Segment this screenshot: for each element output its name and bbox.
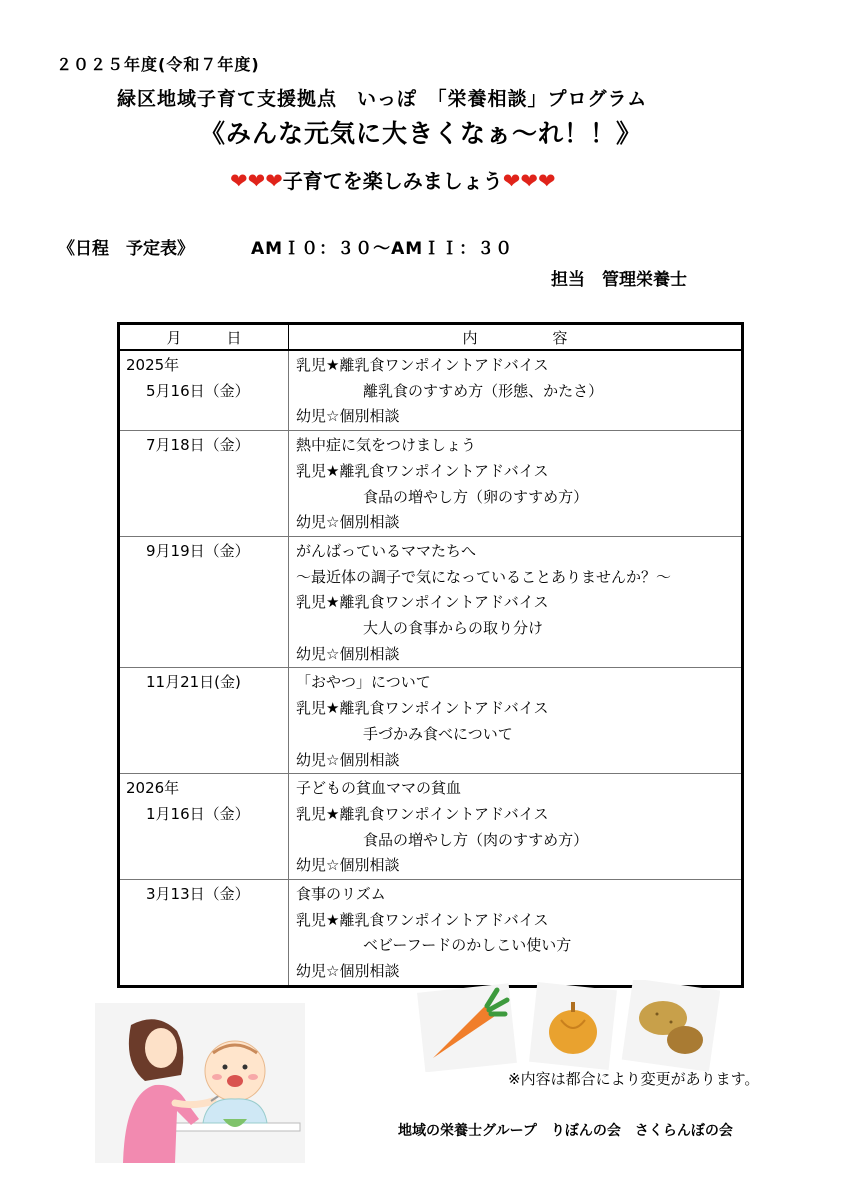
row-date: 3月13日（金） xyxy=(146,885,250,904)
content-line: 乳児★離乳食ワンポイントアドバイス xyxy=(296,699,549,718)
date-cell xyxy=(119,880,289,987)
table-row xyxy=(119,431,743,537)
carrot-icon xyxy=(417,983,517,1072)
row-date: 11月21日(金) xyxy=(146,673,241,692)
date-cell xyxy=(119,350,289,431)
content-line: 乳児★離乳食ワンポイントアドバイス xyxy=(296,593,549,612)
row-date: 1月16日（金） xyxy=(146,804,250,823)
program-title: 緑区地域子育て支援拠点 いっぽ 「栄養相談」プログラム xyxy=(117,88,648,110)
table-row xyxy=(119,774,743,880)
content-line: 大人の食事からの取り分け xyxy=(363,619,544,638)
row-year: 2026年 xyxy=(126,779,180,798)
content-line: 幼児☆個別相談 xyxy=(296,962,400,981)
schedule-time: AMＩ０：３０～AMＩＩ：３０ xyxy=(251,239,514,259)
row-date: 7月18日（金） xyxy=(146,436,250,455)
table-row xyxy=(119,880,743,987)
content-line: 離乳食のすすめ方（形態、かたさ） xyxy=(363,381,604,400)
footer-organizers: 地域の栄養士グループ りぼんの会 さくらんぼの会 xyxy=(398,1123,733,1139)
row-year: 2025年 xyxy=(126,356,180,374)
content-cell xyxy=(289,774,743,880)
content-line: 乳児★離乳食ワンポイントアドバイス xyxy=(296,804,549,823)
content-line: 「おやつ」について xyxy=(296,673,431,692)
content-cell xyxy=(289,536,743,668)
content-cell xyxy=(289,668,743,774)
catchphrase: 《みんな元気に大きくなぁ～れ！！》 xyxy=(200,119,643,148)
content-line: 乳児★離乳食ワンポイントアドバイス xyxy=(296,356,549,374)
enjoy-line xyxy=(230,165,556,194)
table-row xyxy=(119,536,743,668)
content-cell xyxy=(289,350,743,431)
content-line: 幼児☆個別相談 xyxy=(296,407,400,426)
potato-icon xyxy=(622,980,720,1072)
row-date: 5月16日（金） xyxy=(146,381,250,400)
date-cell xyxy=(119,431,289,537)
content-cell xyxy=(289,431,743,537)
content-line: 乳児★離乳食ワンポイントアドバイス xyxy=(296,461,549,480)
onion-icon xyxy=(529,982,617,1070)
content-line: 熱中症に気をつけましょう xyxy=(296,436,477,455)
hearts-left-icon: ❤❤❤ xyxy=(230,169,283,193)
content-line: 幼児☆個別相談 xyxy=(296,513,400,532)
hearts-right-icon: ❤❤❤ xyxy=(502,169,556,193)
content-line: 乳児★離乳食ワンポイントアドバイス xyxy=(296,910,549,929)
table-row xyxy=(119,350,743,431)
header-date: 月 日 xyxy=(119,324,289,351)
content-cell xyxy=(289,880,743,987)
content-line: 幼児☆個別相談 xyxy=(296,856,400,875)
content-line: ～最近体の調子で気になっていることありませんか？～ xyxy=(296,567,672,586)
fiscal-year: ２０２５年度(令和７年度) xyxy=(56,55,260,74)
schedule-table xyxy=(117,322,744,988)
content-line: ベビーフードのかしこい使い方 xyxy=(363,936,572,955)
content-line: 子どもの貧血ママの貧血 xyxy=(296,779,462,798)
date-cell xyxy=(119,668,289,774)
schedule-label: 《日程 予定表》 xyxy=(58,239,194,259)
table-header-row xyxy=(119,324,743,351)
table-row xyxy=(119,668,743,774)
content-line: がんばっているママたちへ xyxy=(296,541,477,560)
header-content: 内 容 xyxy=(289,324,743,351)
date-cell xyxy=(119,536,289,668)
enjoy-text: 子育てを楽しみましょう xyxy=(282,169,503,193)
content-line: 食品の増やし方（卵のすすめ方） xyxy=(363,487,589,506)
vegetables-illustration xyxy=(415,980,720,1072)
change-notice: ※内容は都合により変更があります。 xyxy=(508,1070,760,1088)
content-line: 食事のリズム xyxy=(296,885,386,904)
row-date: 9月19日（金） xyxy=(146,541,250,560)
content-line: 幼児☆個別相談 xyxy=(296,750,400,769)
content-line: 幼児☆個別相談 xyxy=(296,644,400,663)
date-cell xyxy=(119,774,289,880)
mother-feeding-baby-illustration xyxy=(95,1003,305,1163)
content-line: 食品の増やし方（肉のすすめ方） xyxy=(363,830,589,849)
staff-in-charge: 担当 管理栄養士 xyxy=(551,270,687,290)
content-line: 手づかみ食べについて xyxy=(363,724,513,743)
